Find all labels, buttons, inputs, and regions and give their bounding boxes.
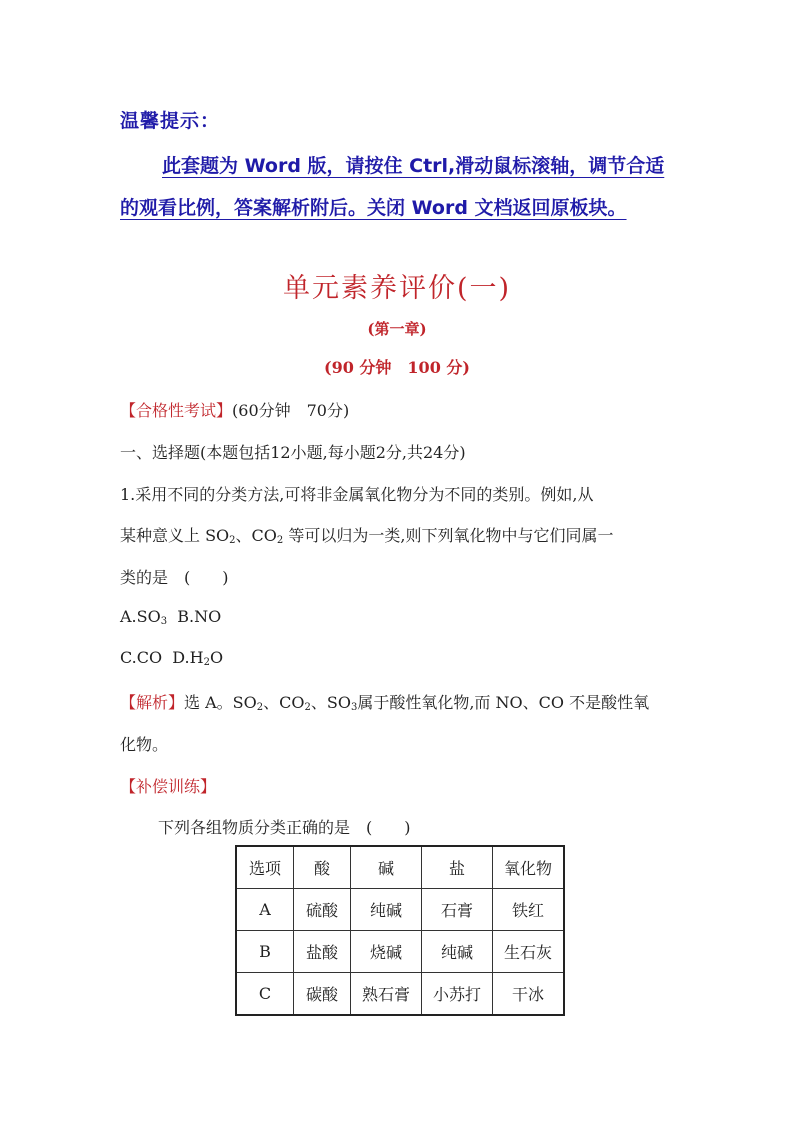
table-cell: 纯碱: [422, 931, 493, 973]
tip-heading: 温馨提示：: [120, 110, 221, 132]
table-cell: 纯碱: [351, 889, 422, 931]
option-d: $D.H_2O$: [172, 648, 224, 668]
table-header-cell: 碱: [351, 846, 422, 889]
page-title: 单元素养评价(一): [282, 273, 512, 304]
option-a: $A.SO_3$: [120, 607, 168, 627]
analysis-line-2: 化物。: [120, 735, 169, 754]
table-cell: 铁红: [493, 889, 565, 931]
q1-sub: 2: [229, 535, 236, 546]
table-cell: 熟石膏: [351, 973, 422, 1016]
q1-text: 、CO: [235, 526, 277, 545]
analysis-line-1: 【解析】选 A。$SO_2$、$CO_2$、$SO_3$属于酸性氧化物,而 NO、CO 不是酸性氧: [120, 693, 650, 713]
tip-body: [120, 145, 680, 229]
table-header-cell: 盐: [422, 846, 493, 889]
table-cell: 烧碱: [351, 931, 422, 973]
part-one-heading: 一、选择题(本题包括12小题,每小题2分,共24分): [120, 443, 466, 462]
table-cell: 盐酸: [294, 931, 351, 973]
options-row-2: [120, 648, 223, 668]
table-cell: 硫酸: [294, 889, 351, 931]
table-cell: 石膏: [422, 889, 493, 931]
table-header-row: [236, 846, 564, 889]
table-header-cell: 选项: [236, 846, 294, 889]
table-header-cell: 氧化物: [493, 846, 565, 889]
section-header: [120, 398, 349, 421]
question-1-line-2: [120, 523, 613, 546]
q1-text: 某种意义上 SO: [120, 526, 230, 545]
table-cell: 生石灰: [493, 931, 565, 973]
tip-body-text: 此套题为 Word 版，请按住 Ctrl,滑动鼠标滚轴，调节合适的观看比例，答案解析附后。关闭 Word 文档返回原板块。: [120, 155, 665, 219]
section-bracket-label: 【合格性考试】: [120, 401, 233, 420]
table-header-cell: 酸: [294, 846, 351, 889]
question-1-line-3: 类的是 ( ): [120, 568, 229, 587]
table-cell: 干冰: [493, 973, 565, 1016]
question-1-line-1: 1.采用不同的分类方法,可将非金属氧化物分为不同的类别。例如,从: [120, 485, 594, 504]
analysis-label: 【解析】: [120, 693, 185, 712]
classification-table: [235, 845, 565, 1016]
option-c: C.CO: [120, 648, 163, 667]
table-cell: B: [236, 931, 294, 973]
section-time-score: (60分钟 70分): [232, 401, 350, 420]
table-cell: C: [236, 973, 294, 1016]
q1-text: 等可以归为一类,则下列氧化物中与它们同属一: [283, 526, 614, 545]
q1-sub: 2: [276, 535, 284, 546]
table-row: [236, 973, 564, 1016]
time-score: (90 分钟 100 分): [324, 358, 470, 377]
table-cell: 碳酸: [294, 973, 351, 1016]
compensation-question: 下列各组物质分类正确的是 ( ): [158, 818, 411, 837]
table-cell: A: [236, 889, 294, 931]
table-row: [236, 931, 564, 973]
table-row: [236, 889, 564, 931]
compensation-label: 【补偿训练】: [120, 777, 217, 796]
options-row-1: [120, 607, 221, 627]
option-b: B.NO: [177, 607, 222, 626]
table-cell: 小苏打: [422, 973, 493, 1016]
chapter-label: (第一章): [367, 320, 427, 338]
